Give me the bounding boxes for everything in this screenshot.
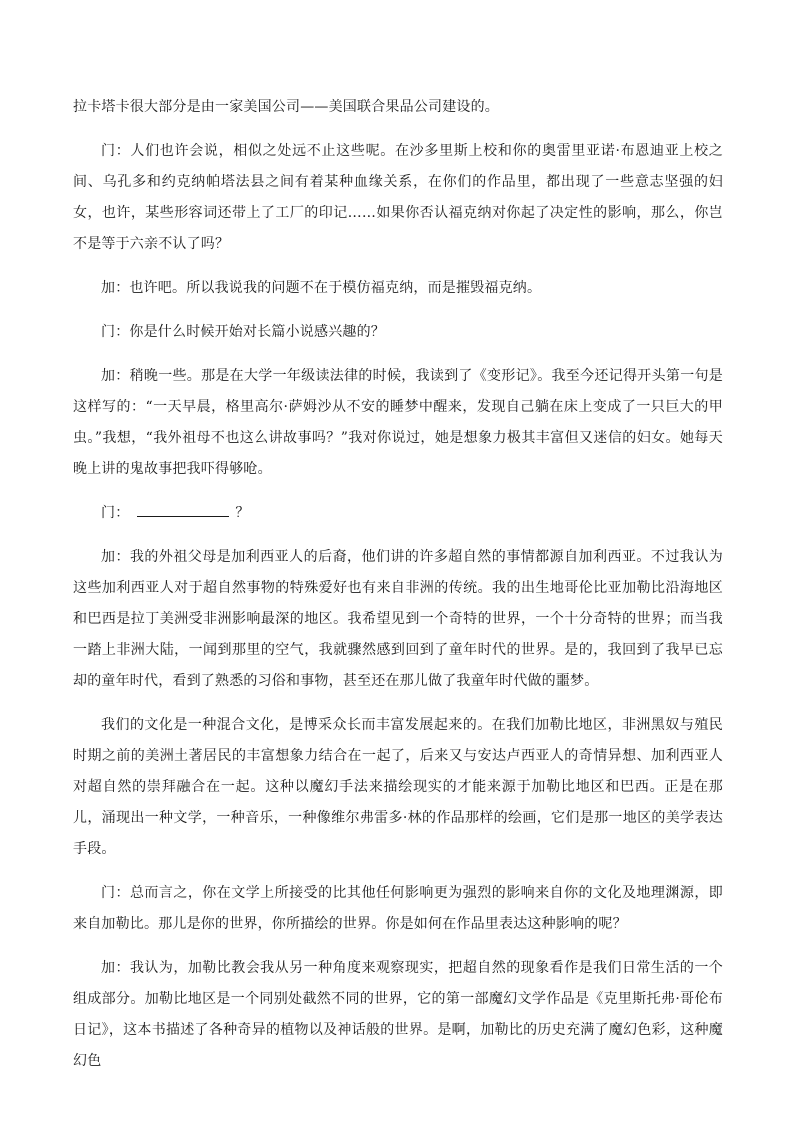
paragraph-9: 门：总而言之，你在文学上所接受的比其他任何影响更为强烈的影响来自你的文化及地理渊源，即来自加勒比。那儿是你的世界，你所描绘的世界。你是如何在作品里表达这种影响的呢？ — [73, 885, 723, 932]
paragraph-10: 加：我认为，加勒比教会我从另一种角度来观察现实，把超自然的现象看作是我们日常生活的一个组成部分。加勒比地区是一个同别处截然不同的世界，它的第一部魔幻文学作品是《克里斯托弗·哥伦布日记》，这本书描述了各种奇异的植物以及神话般的世界。是啊，加勒比的历史充满了魔幻色彩，这种魔幻色 — [73, 960, 723, 1069]
paragraph-2: 门：人们也许会说，相似之处远不止这些呢。在沙多里斯上校和你的奥雷里亚诺·布恩迪亚上校之间、乌孔多和约克纳帕塔法县之间有着某种血缘关系，在你们的作品里，都出现了一些意志坚强的妇女，也许，某些形容词还带上了工厂的印记……如果你否认福克纳对你起了决定性的影响，那么，你岂不是等于六亲不认了吗？ — [73, 143, 723, 252]
paragraph-5: 加：稍晚一些。那是在大学一年级读法律的时候，我读到了《变形记》。我至今还记得开头第一句是这样写的：“一天早晨，格里高尔·萨姆沙从不安的睡梦中醒来，发现自己躺在床上变成了一只巨大的甲虫。”我想，“我外祖母不也这么讲故事吗？”我对你说过，她是想象力极其丰富但又迷信的妇女。她每天晚上讲的鬼故事把我吓得够呛。 — [73, 368, 723, 477]
paragraph-6-question-blank — [73, 498, 723, 529]
paragraph-1: 拉卡塔卡很大部分是由一家美国公司——美国联合果品公司建设的。 — [73, 99, 499, 115]
paragraph-4: 门：你是什么时候开始对长篇小说感兴趣的？ — [101, 324, 385, 340]
speaker-prefix: 门： — [101, 505, 130, 521]
paragraph-3: 加：也许吧。所以我说我的问题不在于模仿福克纳，而是摧毁福克纳。 — [101, 280, 542, 296]
document-body — [73, 92, 723, 1090]
question-mark: ？ — [235, 505, 250, 521]
paragraph-8: 我们的文化是一种混合文化，是博采众长而丰富发展起来的。在我们加勒比地区，非洲黑奴与殖民时期之前的美洲土著居民的丰富想象力结合在一起了，后来又与安达卢西亚人的奇情异想、加利西亚人对超自然的崇拜融合在一起。这种以魔幻手法来描绘现实的才能来源于加勒比地区和巴西。正是在那儿，涌现出一种文学，一种音乐，一种像维尔弗雷多·林的作品那样的绘画，它们是那一地区的美学表达手段。 — [73, 717, 723, 857]
paragraph-7: 加：我的外祖父母是加利西亚人的后裔，他们讲的许多超自然的事情都源自加利西亚。不过我认为这些加利西亚人对于超自然事物的特殊爱好也有来自非洲的传统。我的出生地哥伦比亚加勒比沿海地区和巴西是拉丁美洲受非洲影响最深的地区。我希望见到一个奇特的世界，一个十分奇特的世界；而当我一踏上非洲大陆，一闻到那里的空气，我就骤然感到回到了童年时代的世界。是的，我回到了我早已忘却的童年时代，看到了熟悉的习俗和事物，甚至还在那儿做了我童年时代做的噩梦。 — [73, 549, 723, 689]
fill-in-blank-line — [137, 498, 229, 517]
